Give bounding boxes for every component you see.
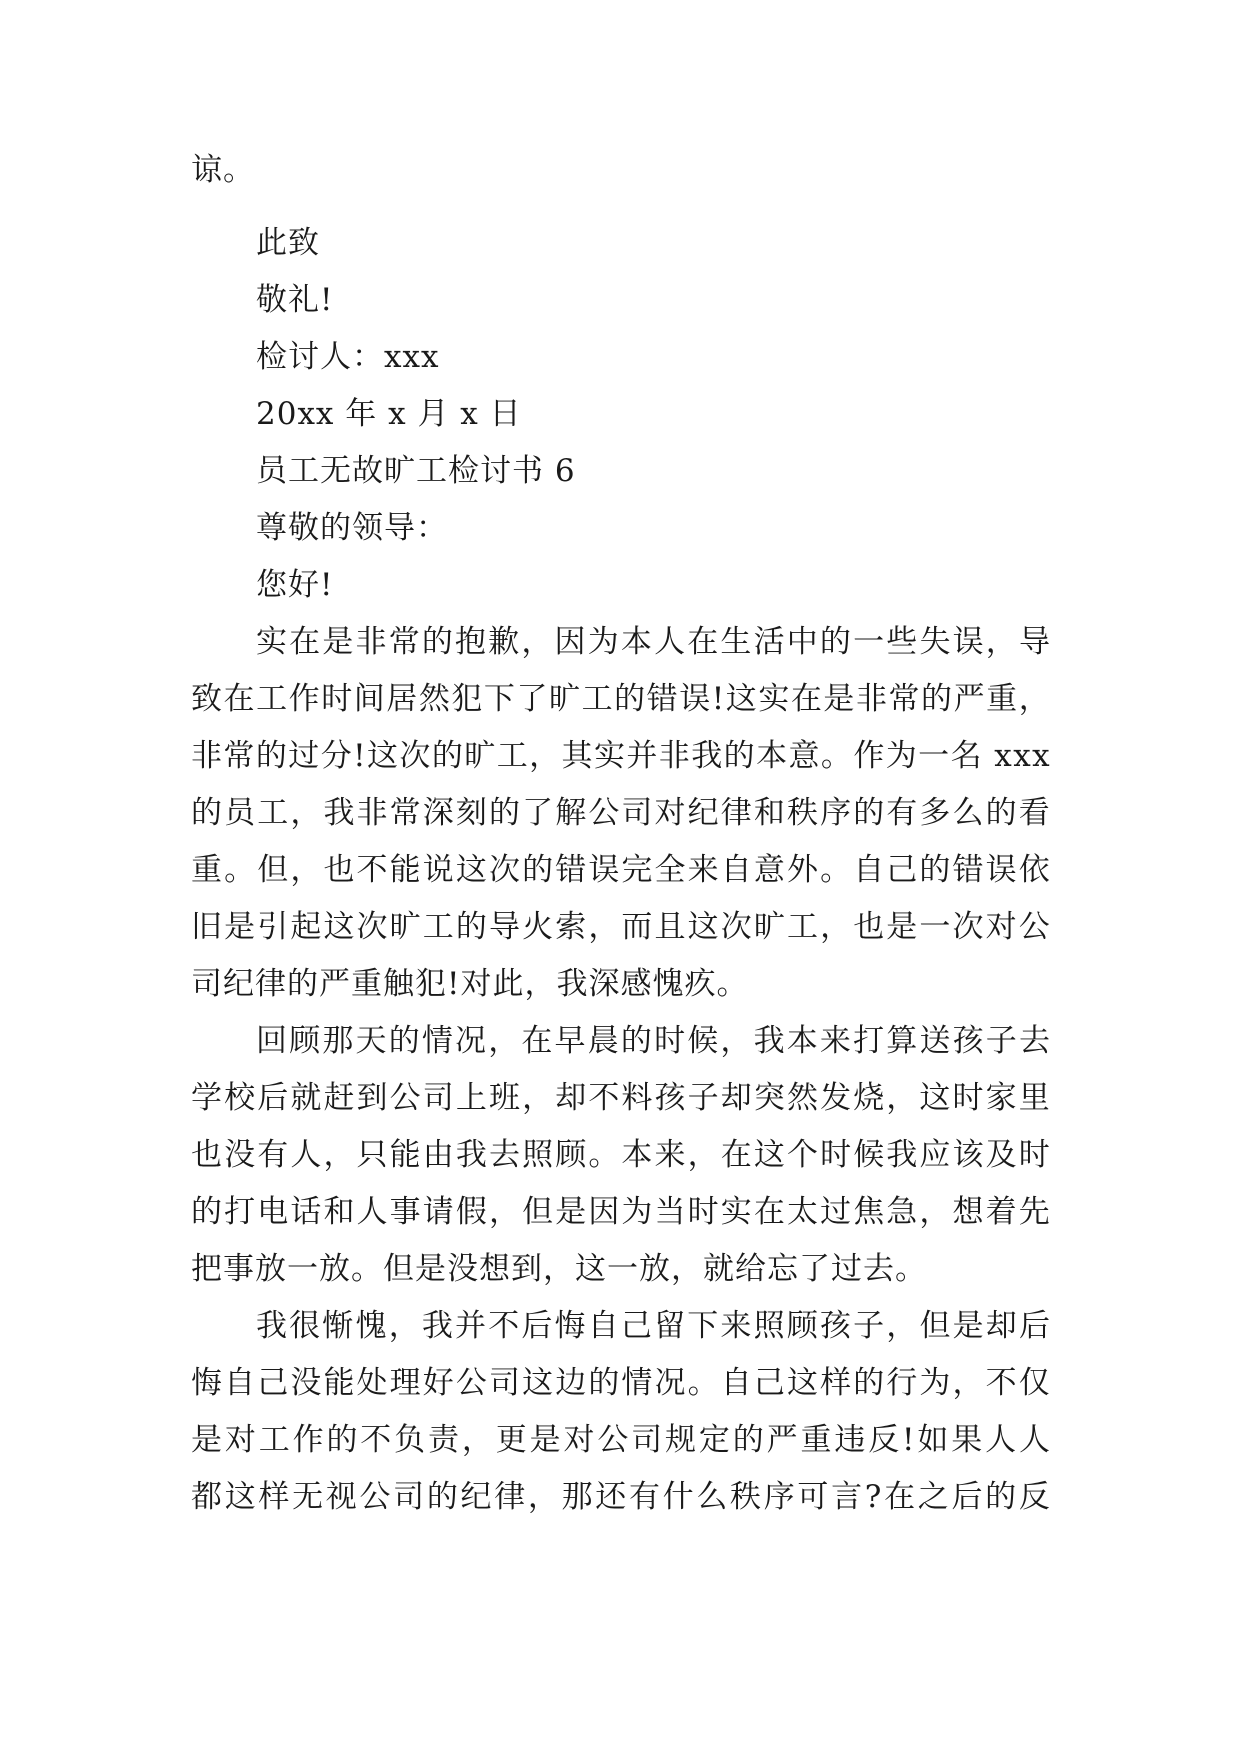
paragraph-line: 我 很 惭 愧 ， 我 并 不 后 悔 自 己 留 下 来 照 顾 孩 子 ， 但 是 却 后 [256, 1308, 1051, 1344]
paragraph-line: 学 校 后 就 赶 到 公 司 上 班 ， 却 不 料 孩 子 却 突 然 发 烧 ， 这 时 家 里 [191, 1080, 1051, 1116]
paragraph-line: 司纪律的严重触犯!对此，我深感愧疚。 [191, 966, 749, 1002]
paragraph-line: 致 在 工 作 时 间 居 然 犯 下 了 旷 工 的 错 误 ! 这 实 在 是 非 常 的 严 重 ， [191, 681, 1051, 717]
signature-author: 检讨人：xxx [256, 339, 440, 375]
paragraph-line: 非 常 的 过 分 ! 这 次 的 旷 工 ， 其 实 并 非 我 的 本 意 。 作 为 一 名 x x x [191, 738, 1051, 774]
paragraph-line: 实 在 是 非 常 的 抱 歉 ， 因 为 本 人 在 生 活 中 的 一 些 失 误 ， 导 [256, 624, 1051, 660]
paragraph-line: 悔 自 己 没 能 处 理 好 公 司 这 边 的 情 况 。 自 己 这 样 的 行 为 ， 不 仅 [191, 1365, 1051, 1401]
greeting-recipient: 尊敬的领导： [256, 510, 448, 546]
section-title: 员工无故旷工检讨书 6 [256, 453, 576, 489]
greeting: 您好! [256, 567, 334, 603]
paragraph-line: 重 。 但 ， 也 不 能 说 这 次 的 错 误 完 全 来 自 意 外 。 自 己 的 错 误 依 [191, 852, 1051, 888]
paragraph-line: 也 没 有 人 ， 只 能 由 我 去 照 顾 。 本 来 ， 在 这 个 时 候 我 应 该 及 时 [191, 1137, 1051, 1173]
paragraph-line: 回 顾 那 天 的 情 况 ， 在 早 晨 的 时 候 ， 我 本 来 打 算 送 孩 子 去 [256, 1023, 1051, 1059]
paragraph-line: 的 打 电 话 和 人 事 请 假 ， 但 是 因 为 当 时 实 在 太 过 焦 急 ， 想 着 先 [191, 1194, 1051, 1230]
text-line: 谅。 [191, 152, 255, 188]
paragraph-line: 是 对 工 作 的 不 负 责 ， 更 是 对 公 司 规 定 的 严 重 违 反 ! 如 果 人 人 [191, 1422, 1051, 1458]
paragraph-line: 把事放一放。但是没想到，这一放，就给忘了过去。 [191, 1251, 927, 1287]
paragraph-line: 的 员 工 ， 我 非 常 深 刻 的 了 解 公 司 对 纪 律 和 秩 序 的 有 多 么 的 看 [191, 795, 1051, 831]
paragraph-line: 都 这 样 无 视 公 司 的 纪 律 ， 那 还 有 什 么 秩 序 可 言 ? 在 之 后 的 反 [191, 1479, 1051, 1515]
paragraph-line: 旧 是 引 起 这 次 旷 工 的 导 火 索 ， 而 且 这 次 旷 工 ， 也 是 一 次 对 公 [191, 909, 1051, 945]
closing-regards: 敬礼! [256, 282, 334, 318]
signature-date: 20xx 年 x 月 x 日 [256, 396, 522, 432]
closing-salutation: 此致 [256, 225, 320, 261]
